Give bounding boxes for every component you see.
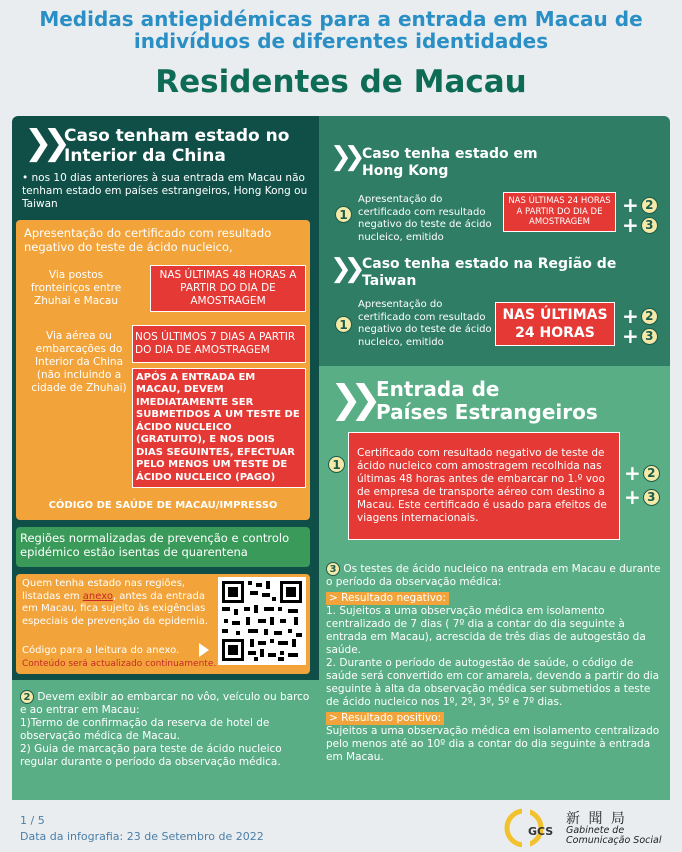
mainland-heading: Caso tenham estado no Interior da China [64, 126, 290, 166]
positive-item: Sujeitos a uma observação médica em isolamento centralizado pelo menos até ao 10º dia a contar do dia seguinte à entrada em Macau. [326, 725, 660, 763]
hk-heading: Caso tenha estado em Hong Kong [362, 146, 538, 179]
section2-item-1: 1)Termo de confirmação da reserva de hotel de observação médica de Macau. [20, 717, 270, 742]
chevron-icon: ❯❯ [330, 142, 358, 172]
infographic-date: Data da infografia: 23 de Setembro de 2022 [20, 830, 264, 843]
play-icon [199, 643, 209, 657]
section3-num-icon: 3 [326, 562, 340, 576]
negative-item-2: 2. Durante o período de autogestão de saúde, o código de saúde será convertido em cor amarela, devendo a partir do dia seguinte à alta da observação médica ser submetidos a teste de ácido nucleico nos 1º, 2º, 3º, 5º e 7º dias. [326, 657, 660, 708]
qr-code[interactable] [218, 577, 306, 665]
negative-item-1: 1. Sujeitos a uma observação médica em isolamento centralizado de 7 dias ( 7º dia a contar do dia seguinte à entrada em Macau), acrescida de três dias de autogestão da saúde. [326, 605, 646, 656]
header [0, 8, 682, 102]
mainland-bullet: • nos 10 dias anteriores à sua entrada em Macau não tenham estado em países estrangeiros, Hong Kong ou Taiwan [22, 172, 308, 210]
foreign-heading: Entrada de Países Estrangeiros [376, 377, 598, 424]
taiwan-red-box: NAS ÚLTIMAS 24 HORAS [495, 302, 615, 346]
foreign-plus-3: + 3 [624, 485, 660, 509]
taiwan-plus-3: + 3 [622, 324, 658, 348]
svg-text:GCS: GCS [528, 825, 554, 838]
page-title-line2: indivíduos de diferentes identidades [133, 29, 549, 53]
gcs-logo-icon [502, 808, 554, 848]
qr-label: Código para a leitura do anexo. [22, 645, 180, 656]
taiwan-num-icon: 1 [335, 316, 352, 333]
mainland-cert-text: Apresentação do certificado com resultado negativo do teste de ácido nucleico, [24, 226, 272, 254]
org-chinese: 新 聞 局 [566, 811, 627, 827]
hk-text: Apresentação do certificado com resultado negativo do teste de ácido nucleico, emitido [358, 194, 492, 243]
chevron-icon: ❯❯ [330, 377, 370, 421]
negative-label: > Resultado negativo: [326, 592, 449, 605]
hk-red-box: NAS ÚLTIMAS 24 HORAS A PARTIR DO DIA DE AMOSTRAGEM [503, 192, 616, 232]
positive-label: > Resultado positivo: [326, 712, 444, 725]
exempt-text: Regiões normalizadas de prevenção e controlo epidémico estão isentas de quarentena [20, 531, 290, 559]
health-code-label: CÓDIGO DE SAÚDE DE MACAU/IMPRESSO [48, 500, 278, 511]
taiwan-plus-2: + 2 [622, 304, 658, 328]
foreign-num-icon: 1 [328, 456, 345, 473]
chevron-icon: ❯❯ [24, 123, 61, 163]
taiwan-heading: Caso tenha estado na Região de Taiwan [362, 256, 617, 289]
foreign-red-box: Certificado com resultado negativo de teste de ácido nucleico com amostragem recolhida nas últimas 48 horas antes de embarcar no 1.º voo de empresa de transporte aéreo com destino a Macau. Este certificado é usado para efeitos de viagens internacionais. [348, 432, 620, 540]
chevron-icon: ❯❯ [330, 254, 358, 284]
gcs-logo [502, 808, 554, 848]
page-number: 1 / 5 [20, 814, 45, 827]
page-title-line1: Medidas antiepidémicas para a entrada em Macau de [39, 7, 643, 31]
annex-link[interactable]: anexo [82, 590, 113, 602]
border-red-box: NAS ÚLTIMAS 48 HORAS A PARTIR DO DIA DE AMOSTRAGEM [150, 265, 306, 312]
org-name: Gabinete de Comunicação Social [566, 825, 662, 846]
border-label: Via postos fronteiriços entre Zhuhai e Macau [30, 269, 122, 307]
hk-plus-3: + 3 [622, 213, 658, 237]
qr-code-image [218, 577, 306, 665]
section2-text: 2 Devem exibir ao embarcar no vôo, veículo ou barco e ao entrar em Macau: 1)Termo de confirmação da reserva de hotel de observação médica de Macau. 2) Guia de marcação para teste de ácido nucleico regular durante o período da observação médica. [20, 690, 314, 769]
hk-num-icon: 1 [335, 206, 352, 223]
foreign-plus-2: + 2 [624, 461, 660, 485]
section2-item-2: 2) Guia de marcação para teste de ácido nucleico regular durante o período da observação médica. [20, 743, 282, 768]
hk-plus-2: + 2 [622, 193, 658, 217]
taiwan-text: Apresentação do certificado com resultado negativo do teste de ácido nucleico, emitido [358, 299, 492, 348]
annex-text: Quem tenha estado nas regiões, listadas em anexo, antes da entrada em Macau, fica sujeito às exigências especiais de prevenção da epidemia. [22, 578, 209, 627]
air-label: Via aérea ou embarcações do Interior da China (não incluindo a cidade de Zhuhai) [31, 330, 127, 394]
page-subtitle: Residentes de Macau [155, 64, 527, 100]
section2-num-icon: 2 [20, 690, 34, 704]
air-red-box-1: NOS ÚLTIMOS 7 DIAS A PARTIR DO DIA DE AMOSTRAGEM [132, 325, 306, 363]
qr-note: Conteúdo será actualizado continuamente. [22, 659, 217, 669]
section3-text: 3 Os testes de ácido nucleico na entrada em Macau e durante o período da observação médica: > Resultado negativo: 1. Sujeitos a uma observação médica em isolamento centralizado de 7 dias ( 7º dia a contar do dia seguinte à entrada em Macau), acrescida de três dias de autogestão da saúde. 2. Durante o período de autogestão de saúde, o código de saúde será convertido em cor amarela, devendo a partir do dia seguinte à alta da observação médica ser submetidos a teste de ácido nucleico nos 1º, 2º, 3º, 5º e 7º dias. > Resultado positivo: Sujeitos a uma observação médica em isolamento centralizado pelo menos até ao 10º dia a contar do dia seguinte à entrada em Macau. [326, 562, 664, 764]
air-red-box-2: APÓS A ENTRADA EM MACAU, DEVEM IMEDIATAMENTE SER SUBMETIDOS A UM TESTE DE ÁCIDO NUCLEICO (GRATUITO), E NOS DOIS DIAS SEGUINTES, EFECTUAR PELO MENOS UM TESTE DE ÁCIDO NUCLEICO (PAGO) [132, 368, 306, 488]
